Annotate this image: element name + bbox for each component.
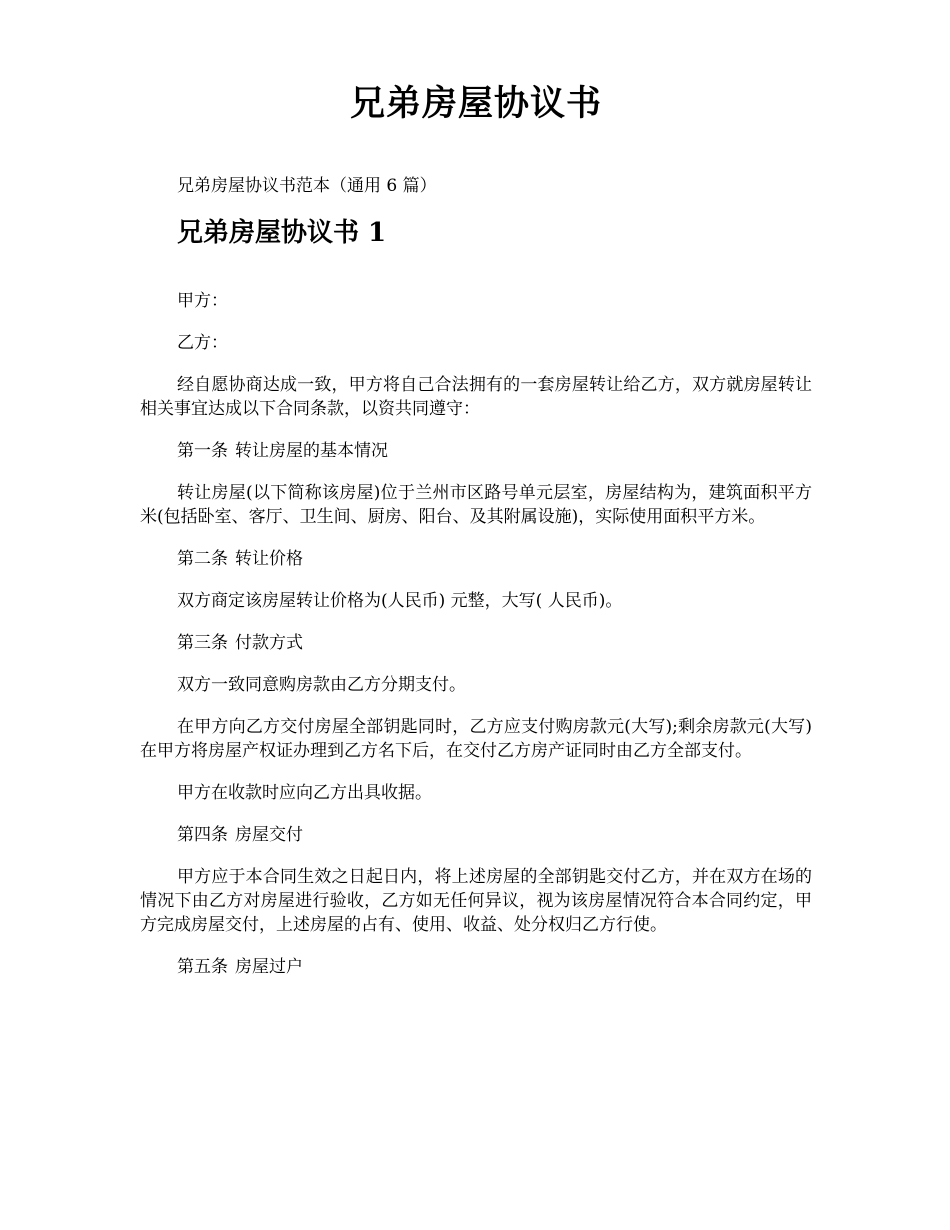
document-body — [140, 78, 812, 997]
clause-1-body: 转让房屋(以下简称该房屋)位于兰州市区路号单元层室，房屋结构为，建筑面积平方米(包括卧室、客厅、卫生间、厨房、阳台、及其附属设施)，实际使用面积平方米。 — [140, 483, 812, 527]
clause-3-heading — [140, 631, 812, 655]
clause-5-number: 第五条 — [177, 957, 228, 977]
intro-paragraph: 经自愿协商达成一致，甲方将自己合法拥有的一套房屋转让给乙方，双方就房屋转让相关事宜达成以下合同条款，以资共同遵守： — [140, 375, 812, 419]
clause-3-number: 第三条 — [177, 633, 228, 653]
clause-4-title: 房屋交付 — [235, 825, 303, 845]
clause-2-body: 双方商定该房屋转让价格为(人民币) 元整，大写( 人民币)。 — [177, 591, 623, 611]
clause-4-number: 第四条 — [177, 825, 228, 845]
section-heading: 兄弟房屋协议书 1 — [177, 218, 387, 248]
clause-4-body: 甲方应于本合同生效之日起日内，将上述房屋的全部钥匙交付乙方，并在双方在场的情况下由乙方对房屋进行验收，乙方如无任何异议，视为该房屋情况符合本合同约定，甲方完成房屋交付，上述房屋的占有、使用、收益、处分权归乙方行使。 — [140, 867, 812, 935]
document-title: 兄弟房屋协议书 — [349, 83, 602, 124]
clause-4-heading — [140, 823, 812, 847]
clause-2-number: 第二条 — [177, 549, 228, 569]
clause-3-body-3: 甲方在收款时应向乙方出具收据。 — [177, 783, 432, 803]
clause-2-title: 转让价格 — [235, 549, 303, 569]
clause-2-heading — [140, 547, 812, 571]
clause-1-number: 第一条 — [177, 441, 228, 461]
party-a-line: 甲方： — [177, 291, 228, 311]
clause-3-body-1: 双方一致同意购房款由乙方分期支付。 — [177, 675, 466, 695]
document-subtitle: 兄弟房屋协议书范本（通用 6 篇） — [177, 176, 437, 196]
clause-3-body-2: 在甲方向乙方交付房屋全部钥匙同时，乙方应支付购房款元(大写);剩余房款元(大写)在甲方将房屋产权证办理到乙方名下后，在交付乙方房产证同时由乙方全部支付。 — [140, 717, 812, 761]
clause-3-title: 付款方式 — [235, 633, 303, 653]
party-b-line: 乙方： — [177, 333, 228, 353]
clause-1-heading — [140, 439, 812, 463]
clause-1-title: 转让房屋的基本情况 — [235, 441, 388, 461]
clause-5-heading — [140, 955, 812, 979]
clause-5-title: 房屋过户 — [235, 957, 303, 977]
